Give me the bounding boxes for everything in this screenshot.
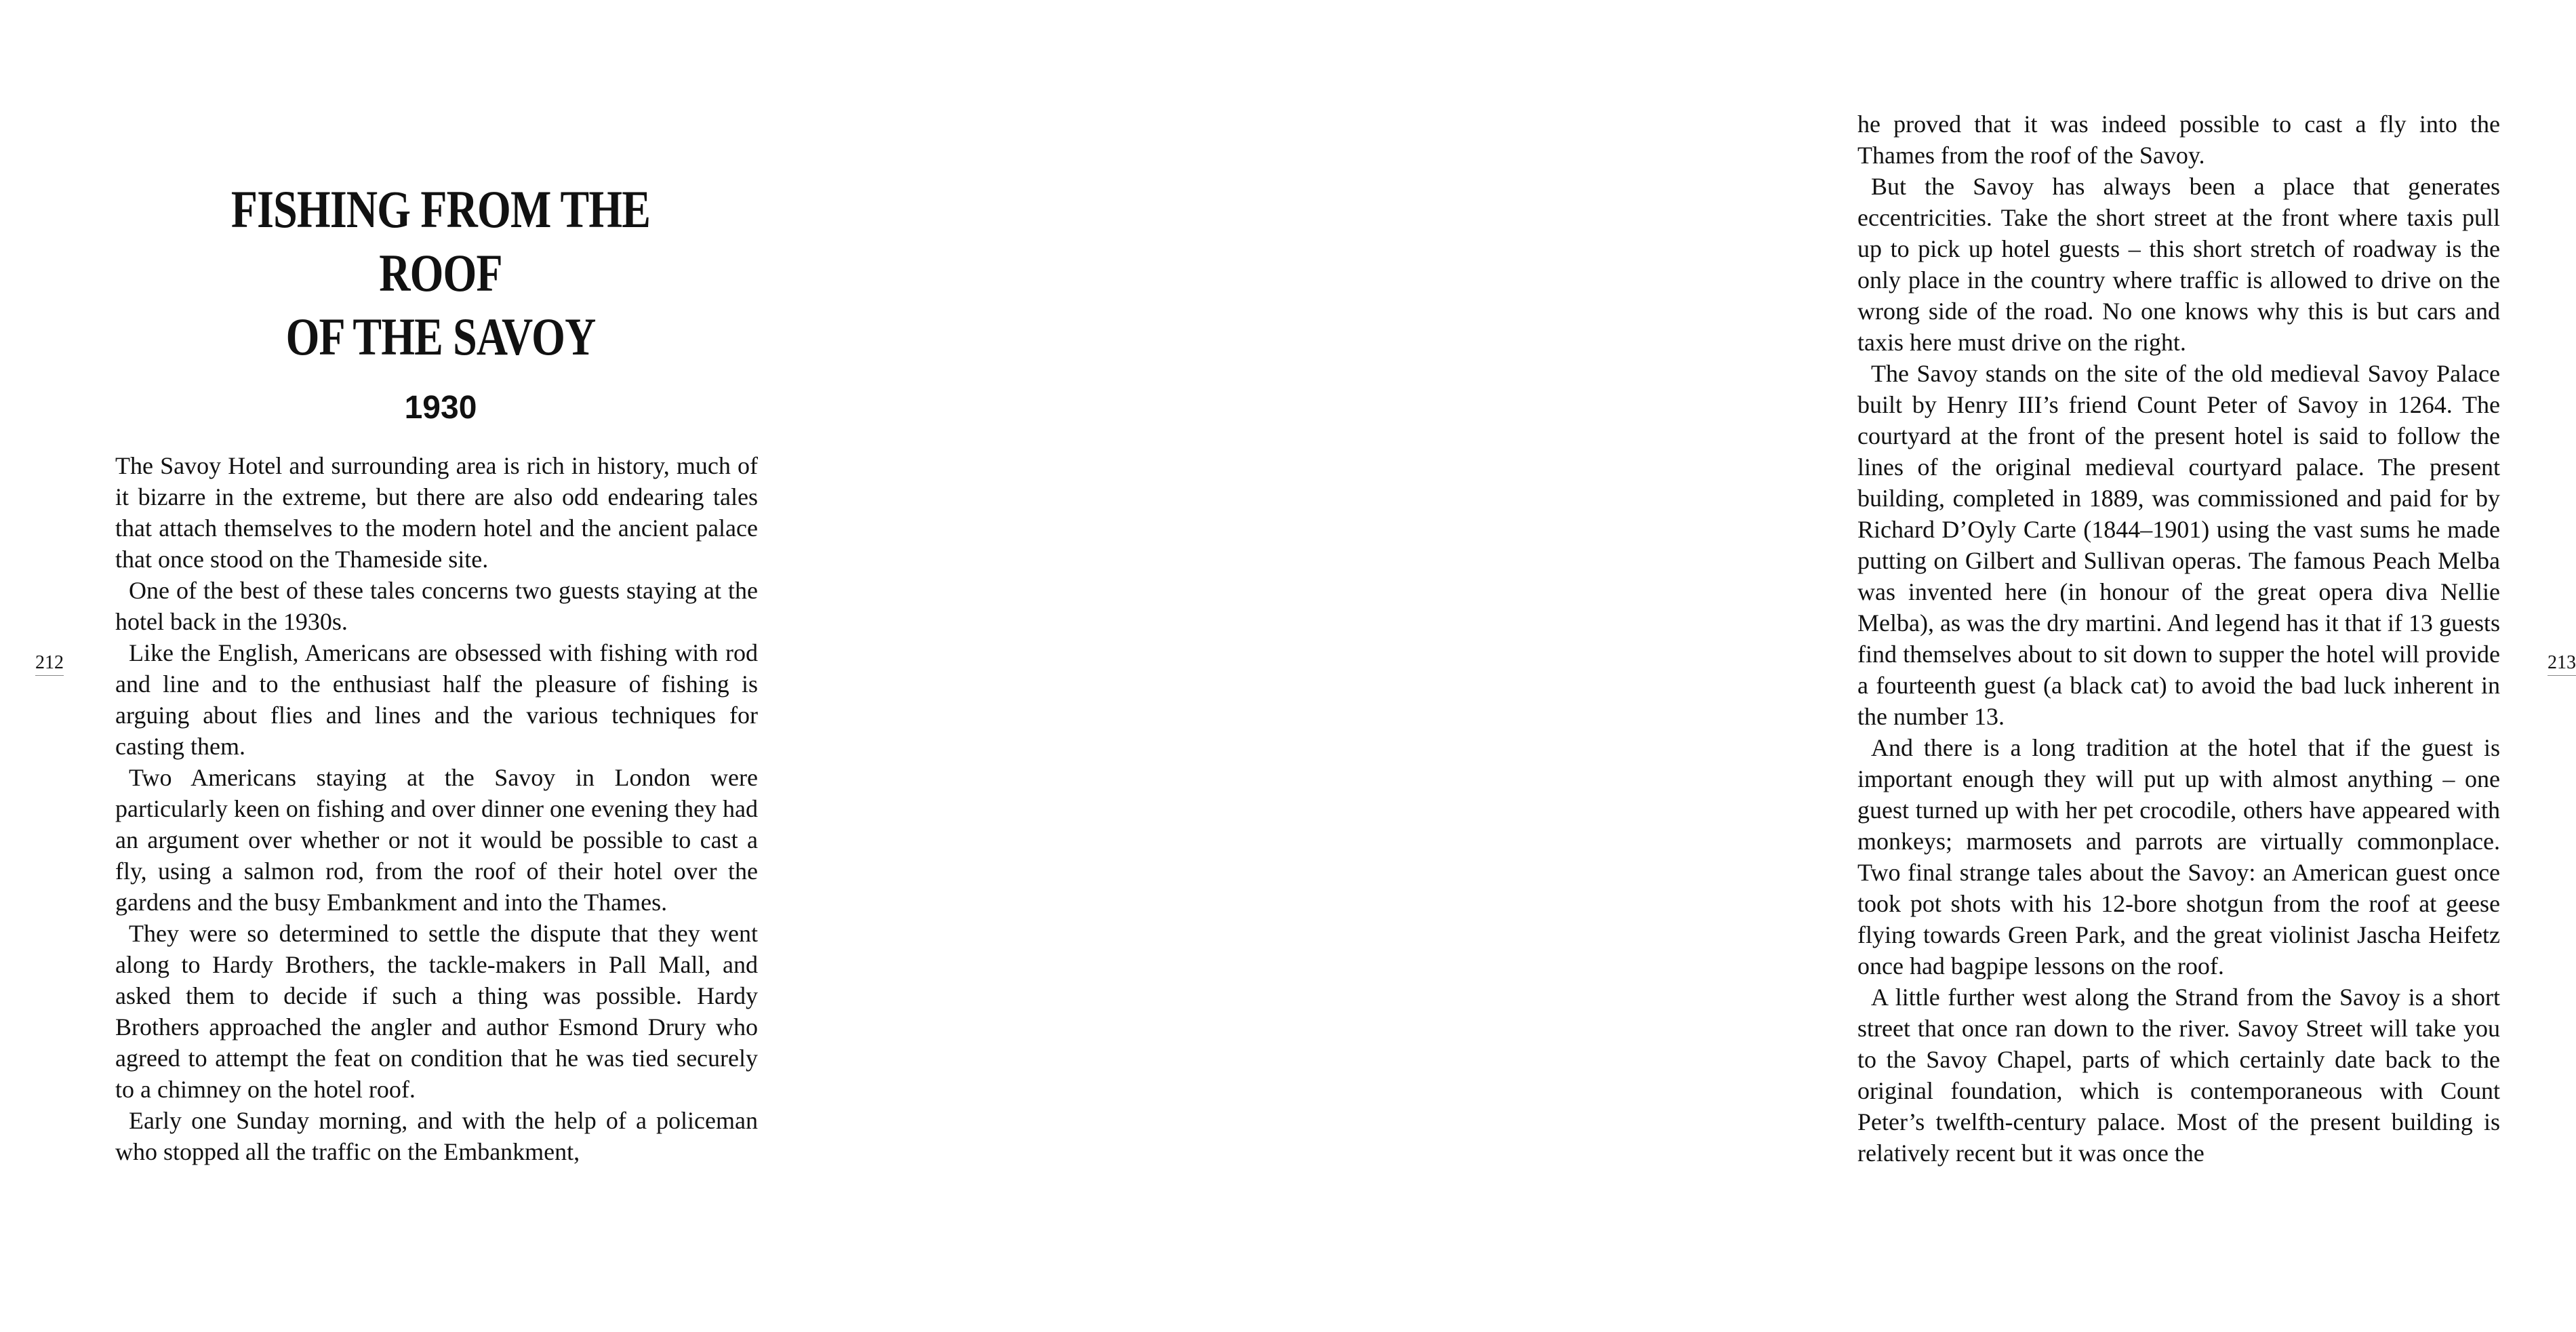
- chapter-heading: [115, 178, 766, 427]
- chapter-year: 1930: [404, 390, 477, 426]
- paragraph: Like the English, Americans are obsessed with fishing with rod and line and to the enthusiast half the pleasure of fishing is arguing about flies and lines and the various techniques for casting them.: [115, 639, 758, 760]
- paragraph: But the Savoy has always been a place that generates eccentricities. Take the short street at the front where taxis pull up to pick up hotel guests – this short stretch of roadway is the only place in the country where traffic is allowed to drive on the wrong side of the road. No one knows why this is but cars and taxis here must drive on the right.: [1857, 173, 2500, 356]
- paragraph: Early one Sunday morning, and with the help of a policeman who stopped all the traffic on the Embankment,: [115, 1107, 758, 1165]
- chapter-title-line-1: FISHING FROM THE ROOF: [230, 180, 651, 302]
- paragraph: And there is a long tradition at the hotel that if the guest is important enough they will put up with almost anything – one guest turned up with her pet crocodile, others have appeared with monkeys; marmosets and parrots are virtually commonplace. Two final strange tales about the Savoy: an American guest once took pot shots with his 12-bore shotgun from the roof at geese flying towards Green Park, and the great violinist Jascha Heifetz once had bagpipe lessons on the roof.: [1857, 734, 2500, 980]
- page-number-left: 212: [35, 652, 64, 676]
- chapter-title: [174, 178, 707, 369]
- paragraph: The Savoy Hotel and surrounding area is rich in history, much of it bizarre in the extreme, but there are also odd endearing tales that attach themselves to the modern hotel and the ancient palace that once stood on the Thameside site.: [115, 452, 758, 573]
- page-number-right: 213: [2548, 652, 2576, 676]
- paragraph: The Savoy stands on the site of the old medieval Savoy Palace built by Henry III’s friend Count Peter of Savoy in 1264. The courtyard at the front of the present hotel is said to follow the lines of the original medieval courtyard palace. The present building, completed in 1889, was commissioned and paid for by Richard D’Oyly Carte (1844–1901) using the vast sums he made putting on Gilbert and Sullivan operas. The famous Peach Melba was invented here (in honour of the great opera diva Nellie Melba), as was the dry martini. And legend has it that if 13 guests find themselves about to sit down to supper the hotel will provide a fourteenth guest (a black cat) to avoid the bad luck inherent in the number 13.: [1857, 360, 2500, 730]
- left-page: [0, 0, 868, 1332]
- left-page-body: [115, 450, 758, 1167]
- paragraph: A little further west along the Strand from the Savoy is a short street that once ran down to the river. Savoy Street will take you to the Savoy Chapel, parts of which certainly date back to the original foundation, which is contemporaneous with Count Peter’s twelfth-century palace. Most of the present building is relatively recent but it was once the: [1857, 984, 2500, 1167]
- right-page-body: [1857, 108, 2500, 1169]
- paragraph: he proved that it was indeed possible to cast a fly into the Thames from the roof of the Savoy.: [1857, 110, 2500, 169]
- right-page: [868, 0, 2576, 1332]
- paragraph: They were so determined to settle the dispute that they went along to Hardy Brothers, the tackle-makers in Pall Mall, and asked them to decide if such a thing was possible. Hardy Brothers approached the angler and author Esmond Drury who agreed to attempt the feat on condition that he was tied securely to a chimney on the hotel roof.: [115, 920, 758, 1103]
- paragraph: One of the best of these tales concerns two guests staying at the hotel back in the 1930s.: [115, 577, 758, 635]
- chapter-title-line-2: OF THE SAVOY: [285, 307, 596, 366]
- paragraph: Two Americans staying at the Savoy in London were particularly keen on fishing and over dinner one evening they had an argument over whether or not it would be possible to cast a fly, using a salmon rod, from the roof of their hotel over the gardens and the busy Embankment and into the Thames.: [115, 764, 758, 916]
